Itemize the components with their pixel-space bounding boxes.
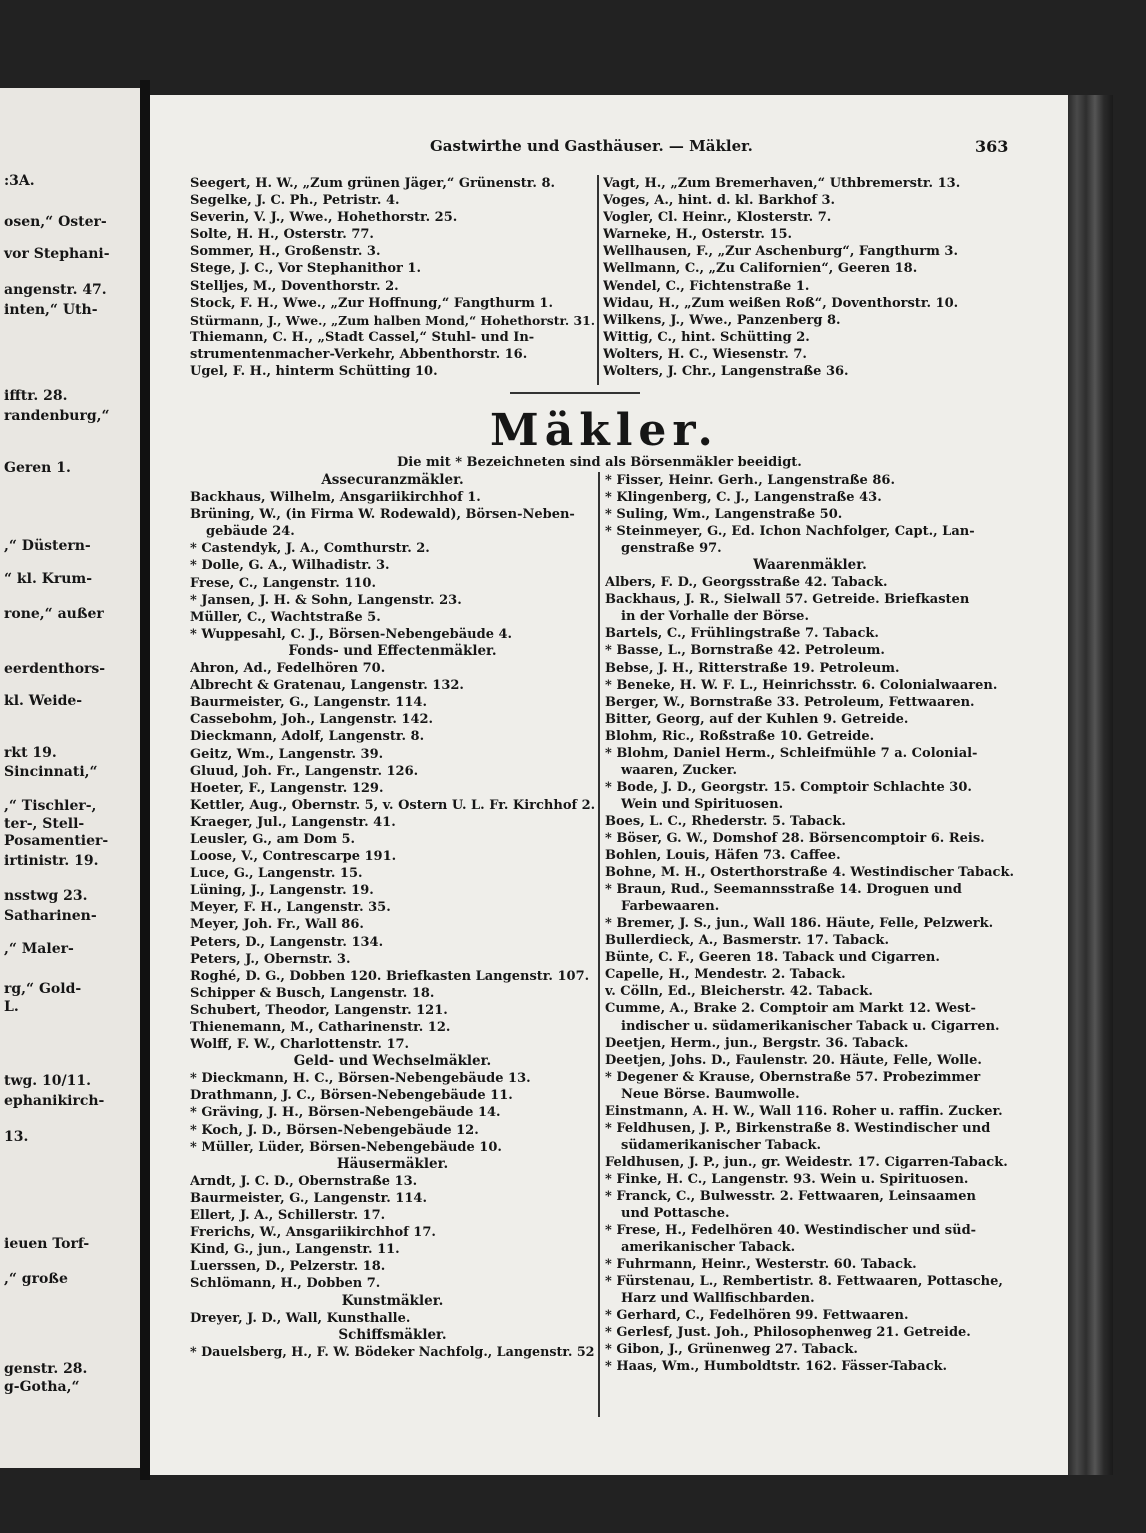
left-page-fragment: osen,“ Oster- <box>4 214 107 230</box>
directory-entry: Solte, H. H., Osterstr. 77. <box>190 227 374 243</box>
directory-entry: Cassebohm, Joh., Langenstr. 142. <box>190 712 434 728</box>
left-page-fragment: Satharinen- <box>4 908 97 924</box>
directory-entry: Frerichs, W., Ansgariikirchhof 17. <box>190 1225 436 1241</box>
section-rule <box>510 392 640 394</box>
directory-entry: Drathmann, J. C., Börsen-Nebengebäude 11. <box>190 1088 513 1104</box>
directory-entry: * Gerhard, C., Fedelhören 99. Fettwaaren. <box>605 1308 909 1324</box>
left-page-fragment: ,“ Düstern- <box>4 538 91 554</box>
directory-entry: Blohm, Ric., Roßstraße 10. Getreide. <box>605 728 875 744</box>
directory-entry: Baurmeister, G., Langenstr. 114. <box>190 1190 427 1206</box>
directory-entry: * Klingenberg, C. J., Langenstraße 43. <box>605 490 882 506</box>
directory-entry: Peters, D., Langenstr. 134. <box>190 934 384 950</box>
directory-entry: * Steinmeyer, G., Ed. Ichon Nachfolger, Capt., Lan- <box>605 524 975 540</box>
directory-entry: v. Cölln, Ed., Bleicherstr. 42. Taback. <box>605 984 873 1000</box>
directory-entry: Ellert, J. A., Schillerstr. 17. <box>190 1208 386 1224</box>
left-page-fragment: rg,“ Gold- <box>4 981 82 997</box>
left-page-fragment: ephanikirch- <box>4 1093 105 1109</box>
directory-entry: * Bode, J. D., Georgstr. 15. Comptoir Schlachte 30. <box>605 779 972 795</box>
directory-entry: Albers, F. D., Georgsstraße 42. Taback. <box>605 575 888 591</box>
left-page-fragment: nsstwg 23. <box>4 888 88 904</box>
directory-entry: * Gerlesf, Just. Joh., Philosophenweg 21. Getreide. <box>605 1325 971 1341</box>
directory-entry: Berger, W., Bornstraße 33. Petroleum, Fettwaaren. <box>605 694 975 710</box>
directory-entry: südamerikanischer Taback. <box>621 1137 822 1153</box>
directory-entry: Segelke, J. C. Ph., Petristr. 4. <box>190 193 400 209</box>
directory-entry: * Basse, L., Bornstraße 42. Petroleum. <box>605 643 885 659</box>
left-page-fragment: kl. Weide- <box>4 693 83 709</box>
category-heading: Assecuranzmäkler. <box>321 472 464 488</box>
directory-entry: Bebse, J. H., Ritterstraße 19. Petroleum. <box>605 660 900 676</box>
directory-entry: Geitz, Wm., Langenstr. 39. <box>190 746 384 762</box>
right-column <box>605 472 1015 1375</box>
directory-entry: Warneke, H., Osterstr. 15. <box>603 227 793 243</box>
directory-entry: Wolters, J. Chr., Langenstraße 36. <box>603 364 849 380</box>
left-page-fragment: ,“ Tischler-, <box>4 798 97 814</box>
category-heading: Waarenmäkler. <box>753 557 867 574</box>
directory-entry: Stege, J. C., Vor Stephanithor 1. <box>190 261 421 277</box>
directory-entry: Deetjen, Herm., jun., Bergstr. 36. Taback. <box>605 1035 909 1051</box>
directory-entry: Gluud, Joh. Fr., Langenstr. 126. <box>190 763 419 779</box>
directory-entry: Peters, J., Obernstr. 3. <box>190 951 351 967</box>
directory-entry: * Braun, Rud., Seemannsstraße 14. Droguen und <box>605 882 962 898</box>
running-head: Gastwirthe und Gasthäuser. — Mäkler. <box>430 137 753 155</box>
directory-entry: Voges, A., hint. d. kl. Barkhof 3. <box>603 193 836 209</box>
top-left-column <box>190 175 595 380</box>
directory-entry: Wolters, H. C., Wiesenstr. 7. <box>603 346 807 362</box>
directory-entry: Schubert, Theodor, Langenstr. 121. <box>190 1002 448 1018</box>
directory-entry: Widau, H., „Zum weißen Roß“, Doventhorstr. 10. <box>603 295 959 311</box>
directory-entry: * Haas, Wm., Humboldtstr. 162. Fässer-Taback. <box>605 1359 948 1375</box>
directory-entry: * Frese, H., Fedelhören 40. Westindischer und süd- <box>605 1223 977 1239</box>
directory-entry: Meyer, F. H., Langenstr. 35. <box>190 900 391 916</box>
directory-entry: Boes, L. C., Rhederstr. 5. Taback. <box>605 813 846 829</box>
left-page-fragment: 13. <box>4 1129 29 1145</box>
directory-entry: * Gibon, J., Grünenweg 27. Taback. <box>605 1342 858 1358</box>
directory-entry: Frese, C., Langenstr. 110. <box>190 575 376 591</box>
directory-entry: Vogler, Cl. Heinr., Klosterstr. 7. <box>603 210 832 226</box>
section-title: Mäkler. <box>490 405 719 456</box>
page-edges <box>1068 95 1113 1475</box>
column-divider-top <box>597 175 599 385</box>
left-page-fragment: ,“ Maler- <box>4 941 74 957</box>
directory-entry: Dreyer, J. D., Wall, Kunsthalle. <box>190 1310 411 1326</box>
directory-entry: indischer u. südamerikanischer Taback u. Cigarren. <box>621 1018 1000 1034</box>
top-right-column <box>603 175 1013 380</box>
left-page-fragment: ifftr. 28. <box>4 388 68 404</box>
left-page-fragment: Posamentier- <box>4 833 109 849</box>
directory-entry: Einstmann, A. H. W., Wall 116. Roher u. raffin. Zucker. <box>605 1103 1003 1119</box>
directory-entry: * Dolle, G. A., Wilhadistr. 3. <box>190 558 390 574</box>
directory-entry: Dieckmann, Adolf, Langenstr. 8. <box>190 729 425 745</box>
left-page-fragment: L. <box>4 999 19 1015</box>
left-page-edge <box>0 88 140 1468</box>
directory-entry: * Gräving, J. H., Börsen-Nebengebäude 14. <box>190 1105 501 1121</box>
left-page-fragment: Geren 1. <box>4 460 71 476</box>
directory-entry: Roghé, D. G., Dobben 120. Briefkasten Langenstr. 107. <box>190 968 590 984</box>
directory-entry: Hoeter, F., Langenstr. 129. <box>190 780 384 796</box>
directory-entry: Farbewaaren. <box>621 899 720 915</box>
directory-entry: Deetjen, Johs. D., Faulenstr. 20. Häute, Felle, Wolle. <box>605 1052 982 1068</box>
directory-entry: * Dauelsberg, H., F. W. Bödeker Nachfolg., Langenstr. 52 <box>190 1344 595 1360</box>
left-page-fragment: angenstr. 47. <box>4 282 107 298</box>
directory-entry: Schlömann, H., Dobben 7. <box>190 1276 381 1292</box>
directory-entry: Kraeger, Jul., Langenstr. 41. <box>190 814 396 830</box>
left-column <box>190 472 595 1361</box>
directory-entry: Müller, C., Wachtstraße 5. <box>190 609 381 625</box>
directory-entry: Kind, G., jun., Langenstr. 11. <box>190 1242 400 1258</box>
directory-entry: Wendel, C., Fichtenstraße 1. <box>603 278 810 294</box>
directory-entry: Loose, V., Contrescarpe 191. <box>190 849 397 865</box>
directory-entry: Ugel, F. H., hinterm Schütting 10. <box>190 364 438 380</box>
directory-entry: gebäude 24. <box>206 524 295 540</box>
left-page-fragment: randenburg,“ <box>4 408 110 424</box>
directory-entry: * Degener & Krause, Obernstraße 57. Probezimmer <box>605 1069 981 1085</box>
directory-entry: * Beneke, H. W. F. L., Heinrichsstr. 6. Colonialwaaren. <box>605 677 998 693</box>
directory-entry: Wellmann, C., „Zu Californien“, Geeren 18. <box>603 261 918 277</box>
directory-entry: Albrecht & Gratenau, Langenstr. 132. <box>190 678 464 694</box>
directory-entry: * Fürstenau, L., Rembertistr. 8. Fettwaaren, Pottasche, <box>605 1274 1003 1290</box>
directory-entry: Sommer, H., Großenstr. 3. <box>190 244 381 260</box>
left-page-fragment: ter-, Stell- <box>4 816 85 832</box>
left-page-fragment: genstr. 28. <box>4 1361 88 1377</box>
left-page-fragment: “ kl. Krum- <box>4 571 93 587</box>
directory-entry: Ahron, Ad., Fedelhören 70. <box>190 661 386 677</box>
directory-entry: Wilkens, J., Wwe., Panzenberg 8. <box>603 312 841 328</box>
directory-entry: Backhaus, J. R., Sielwall 57. Getreide. Briefkasten <box>605 592 970 608</box>
column-divider <box>598 472 600 1417</box>
directory-entry: * Castendyk, J. A., Comthurstr. 2. <box>190 541 430 557</box>
directory-entry: * Müller, Lüder, Börsen-Nebengebäude 10. <box>190 1139 502 1155</box>
left-page-fragment: inten,“ Uth- <box>4 302 98 318</box>
directory-entry: strumentenmacher-Verkehr, Abbenthorstr. 16. <box>190 346 528 362</box>
page-number: 363 <box>975 137 1009 156</box>
directory-entry: Seegert, H. W., „Zum grünen Jäger,“ Grünenstr. 8. <box>190 176 556 191</box>
directory-entry: Baurmeister, G., Langenstr. 114. <box>190 695 427 711</box>
left-page-fragment: :3A. <box>4 173 35 189</box>
category-heading: Kunstmäkler. <box>341 1292 444 1309</box>
directory-entry: Leusler, G., am Dom 5. <box>190 831 356 847</box>
directory-entry: Thienemann, M., Catharinenstr. 12. <box>190 1020 451 1035</box>
directory-entry: amerikanischer Taback. <box>621 1240 796 1256</box>
directory-entry: Wolff, F. W., Charlottenstr. 17. <box>190 1037 410 1053</box>
directory-entry: * Franck, C., Bulwesstr. 2. Fettwaaren, Leinsaamen <box>605 1188 976 1204</box>
directory-entry: * Fisser, Heinr. Gerh., Langenstraße 86. <box>605 473 895 488</box>
left-page-fragment: Sincinnati,“ <box>4 764 98 780</box>
left-page-fragment: ieuen Torf- <box>4 1236 90 1252</box>
directory-entry: Kettler, Aug., Obernstr. 5, v. Ostern U. L. Fr. Kirchhof 2. <box>190 797 595 813</box>
directory-entry: Stock, F. H., Wwe., „Zur Hoffnung,“ Fangthurm 1. <box>190 295 553 311</box>
directory-entry: Capelle, H., Mendestr. 2. Taback. <box>605 967 846 983</box>
directory-entry: genstraße 97. <box>621 541 722 557</box>
directory-entry: Bitter, Georg, auf der Kuhlen 9. Getreide. <box>605 711 909 727</box>
directory-entry: Luerssen, D., Pelzerstr. 18. <box>190 1259 386 1275</box>
left-page-fragment: g-Gotha,“ <box>4 1379 80 1395</box>
left-page-fragment: irtinistr. 19. <box>4 853 99 869</box>
directory-entry: * Fuhrmann, Heinr., Westerstr. 60. Taback. <box>605 1257 917 1273</box>
directory-entry: Wellhausen, F., „Zur Aschenburg“, Fangthurm 3. <box>603 244 958 260</box>
directory-entry: * Dieckmann, H. C., Börsen-Nebengebäude 13. <box>190 1071 531 1087</box>
directory-entry: Neue Börse. Baumwolle. <box>621 1086 800 1102</box>
directory-entry: * Koch, J. D., Börsen-Nebengebäude 12. <box>190 1122 479 1138</box>
directory-entry: * Finke, H. C., Langenstr. 93. Wein u. Spirituosen. <box>605 1171 969 1187</box>
directory-entry: Vagt, H., „Zum Bremerhaven,“ Uthbremerstr. 13. <box>603 176 961 191</box>
directory-entry: Bohlen, Louis, Häfen 73. Caffee. <box>605 848 841 864</box>
directory-entry: * Blohm, Daniel Herm., Schleifmühle 7 a. Colonial- <box>605 745 978 761</box>
directory-entry: Schipper & Busch, Langenstr. 18. <box>190 985 435 1001</box>
directory-entry: Brüning, W., (in Firma W. Rodewald), Börsen-Neben- <box>190 507 575 523</box>
directory-entry: Wittig, C., hint. Schütting 2. <box>603 329 810 345</box>
directory-entry: in der Vorhalle der Börse. <box>621 609 809 625</box>
directory-entry: Feldhusen, J. P., jun., gr. Weidestr. 17. Cigarren-Taback. <box>605 1154 1008 1170</box>
directory-entry: Luce, G., Langenstr. 15. <box>190 866 363 882</box>
directory-entry: Stürmann, J., Wwe., „Zum halben Mond,“ Hohethorstr. 31. <box>190 312 595 328</box>
directory-entry: Wein und Spirituosen. <box>621 796 784 812</box>
directory-entry: Backhaus, Wilhelm, Ansgariikirchhof 1. <box>190 490 481 506</box>
category-heading: Schiffsmäkler. <box>338 1326 447 1343</box>
directory-entry: Harz und Wallfischbarden. <box>621 1291 815 1307</box>
directory-entry: * Suling, Wm., Langenstraße 50. <box>605 507 843 523</box>
directory-entry: * Wuppesahl, C. J., Börsen-Nebengebäude 4. <box>190 626 513 642</box>
directory-entry: Bünte, C. F., Geeren 18. Taback und Cigarren. <box>605 950 940 966</box>
directory-entry: Thiemann, C. H., „Stadt Cassel,“ Stuhl- und In- <box>190 329 535 345</box>
left-page-fragment: eerdenthors- <box>4 661 106 677</box>
category-heading: Häusermäkler. <box>336 1155 449 1172</box>
intro-note: Die mit * Bezeichneten sind als Börsenmäkler beeidigt. <box>397 455 802 470</box>
left-page-fragment: rone,“ außer <box>4 606 104 622</box>
category-heading: Geld- und Wechselmäkler. <box>293 1053 492 1070</box>
directory-entry: * Bremer, J. S., jun., Wall 186. Häute, Felle, Pelzwerk. <box>605 916 994 932</box>
directory-entry: * Böser, G. W., Domshof 28. Börsencomptoir 6. Reis. <box>605 830 985 846</box>
directory-entry: und Pottasche. <box>621 1206 730 1222</box>
directory-entry: * Jansen, J. H. & Sohn, Langenstr. 23. <box>190 592 462 608</box>
directory-entry: Arndt, J. C. D., Obernstraße 13. <box>190 1173 418 1189</box>
directory-entry: Meyer, Joh. Fr., Wall 86. <box>190 917 364 933</box>
directory-entry: Severin, V. J., Wwe., Hohethorstr. 25. <box>190 210 458 226</box>
left-page-fragment: twg. 10/11. <box>4 1073 92 1089</box>
directory-entry: waaren, Zucker. <box>621 762 737 778</box>
left-page-fragment: rkt 19. <box>4 745 57 761</box>
directory-entry: Bartels, C., Frühlingstraße 7. Taback. <box>605 626 879 642</box>
book-gutter <box>140 80 150 1480</box>
directory-entry: Bullerdieck, A., Basmerstr. 17. Taback. <box>605 933 889 949</box>
directory-entry: * Feldhusen, J. P., Birkenstraße 8. Westindischer und <box>605 1120 991 1136</box>
category-heading: Fonds- und Effectenmäkler. <box>288 642 497 659</box>
directory-entry: Bohne, M. H., Osterthorstraße 4. Westindischer Taback. <box>605 865 1014 881</box>
left-page-fragment: ,“ große <box>4 1271 68 1287</box>
directory-entry: Lüning, J., Langenstr. 19. <box>190 883 374 899</box>
directory-entry: Stelljes, M., Doventhorstr. 2. <box>190 278 399 294</box>
directory-entry: Cumme, A., Brake 2. Comptoir am Markt 12. West- <box>605 1001 976 1017</box>
left-page-fragment: vor Stephani- <box>4 246 110 262</box>
